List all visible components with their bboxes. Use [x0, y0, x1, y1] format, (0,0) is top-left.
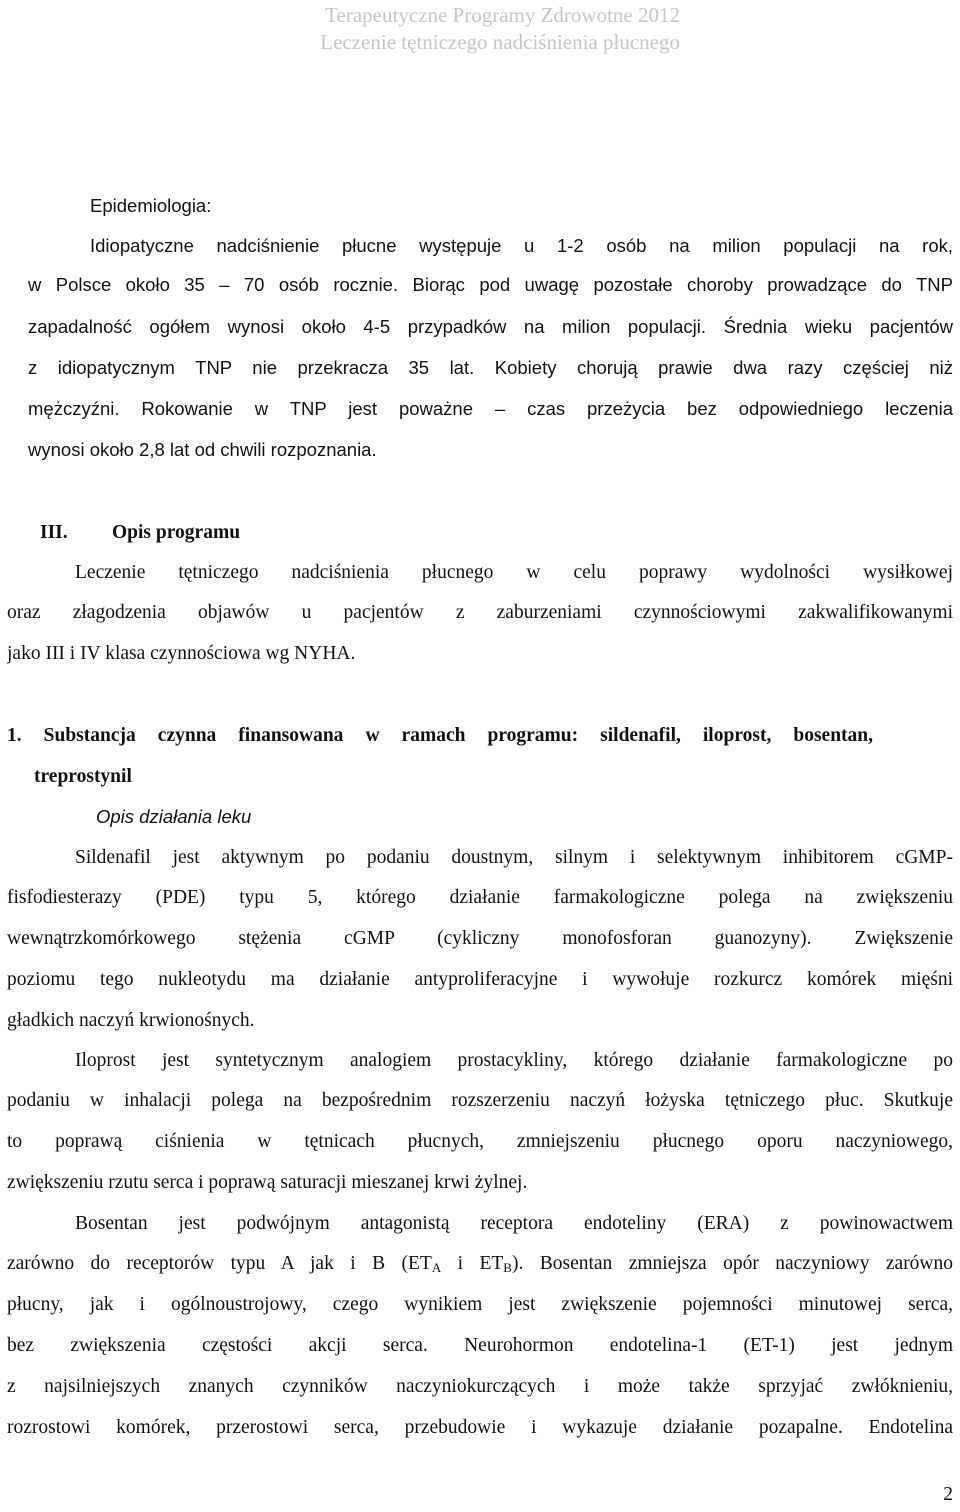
bosentan-line: bez zwiększenia częstości akcji serca. Neurohormon endotelina-1 (ET-1) jest jednym — [7, 1335, 953, 1356]
bosentan-line: płucny, jak i ogólnoustrojowy, czego wynikiem jest zwiększenie pojemności minutowej serca, — [7, 1294, 953, 1315]
epidemiology-line: z idiopatycznym TNP nie przekracza 35 lat. Kobiety chorują prawie dwa razy częściej niż — [28, 357, 953, 378]
epidemiology-line: mężczyźni. Rokowanie w TNP jest poważne – czas przeżycia bez odpowiedniego leczenia — [28, 398, 953, 419]
sildenafil-line: poziomu tego nukleotydu ma działanie antyproliferacyjne i wywołuje rozkurcz komórek mięśni — [7, 969, 953, 990]
sildenafil-line: fisfodiesterazy (PDE) typu 5, którego działanie farmakologiczne polega na zwiększeniu — [7, 887, 953, 908]
epidemiology-heading: Epidemiologia: — [90, 195, 212, 216]
mechanism-subheading: Opis działania leku — [96, 806, 252, 827]
section-title: Opis programu — [112, 522, 241, 543]
endothelin-receptor-a-subscript: A — [431, 1260, 442, 1275]
running-header-title: Terapeutyczne Programy Zdrowotne 2012 — [325, 3, 680, 27]
sildenafil-line: wewnątrzkomórkowego stężenia cGMP (cykliczny monofosforan guanozyny). Zwiększenie — [7, 928, 953, 949]
iloprost-line: Iloprost jest syntetycznym analogiem prostacykliny, którego działanie farmakologiczne po — [75, 1050, 953, 1071]
bosentan-line-part: zarówno do receptorów typu A jak i B (ET — [7, 1253, 432, 1274]
bosentan-line-part: i ET — [441, 1253, 504, 1274]
substance-heading-continued: treprostynil — [34, 766, 132, 787]
iloprost-line: podaniu w inhalacji polega na bezpośrednim rozszerzeniu naczyń łożyska tętniczego płuc. Skutkuje — [7, 1090, 953, 1111]
section-paragraph-line: jako III i IV klasa czynnościowa wg NYHA. — [7, 643, 356, 664]
section-paragraph-line: Leczenie tętniczego nadciśnienia płucnego w celu poprawy wydolności wysiłkowej — [75, 562, 953, 583]
epidemiology-line: wynosi około 2,8 lat od chwili rozpoznania. — [28, 439, 377, 460]
bosentan-line: z najsilniejszych znanych czynników naczyniokurczących i może także sprzyjać zwłóknieniu, — [7, 1376, 953, 1397]
epidemiology-line — [28, 273, 953, 297]
epidemiology-line: zapadalność ogółem wynosi około 4-5 przypadków na milion populacji. Średnia wieku pacjentów — [28, 316, 953, 337]
bosentan-line: rozrostowi komórek, przerostowi serca, przebudowie i wykazuje działanie pozapalne. Endotelina — [7, 1417, 953, 1438]
page-number: 2 — [943, 1484, 953, 1505]
iloprost-line: zwiększeniu rzutu serca i poprawą saturacji mieszanej krwi żylnej. — [7, 1172, 528, 1193]
bosentan-line: Bosentan jest podwójnym antagonistą receptora endoteliny (ERA) z powinowactwem — [75, 1213, 953, 1234]
sildenafil-line: Sildenafil jest aktywnym po podaniu doustnym, silnym i selektywnym inhibitorem cGMP- — [75, 847, 953, 868]
epidemiology-line: Idiopatyczne nadciśnienie płucne występuje u 1-2 osób na milion populacji na rok, — [90, 235, 953, 256]
iloprost-line: to poprawą ciśnienia w tętnicach płucnych, zmniejszeniu płucnego oporu naczyniowego, — [7, 1131, 953, 1152]
endothelin-receptor-b-subscript: B — [503, 1260, 512, 1275]
epidemiology-line-text: w Polsce około 35 – 70 osób rocznie. Biorąc pod uwagę pozostałe choroby prowadzące do TNP — [28, 274, 953, 295]
sildenafil-line: gładkich naczyń krwionośnych. — [7, 1010, 255, 1031]
bosentan-line-part: ). Bosentan zmniejsza opór naczyniowy zarówno — [511, 1253, 953, 1274]
section-number: III. — [40, 522, 68, 543]
section-paragraph-line: oraz złagodzenia objawów u pacjentów z zaburzeniami czynnościowymi zakwalifikowanymi — [7, 602, 953, 623]
bosentan-line — [7, 1252, 953, 1276]
substance-heading: 1. Substancja czynna finansowana w ramach programu: sildenafil, iloprost, bosentan, — [7, 725, 873, 746]
running-header-subtitle: Leczenie tętniczego nadciśnienia płucnego — [320, 30, 680, 54]
